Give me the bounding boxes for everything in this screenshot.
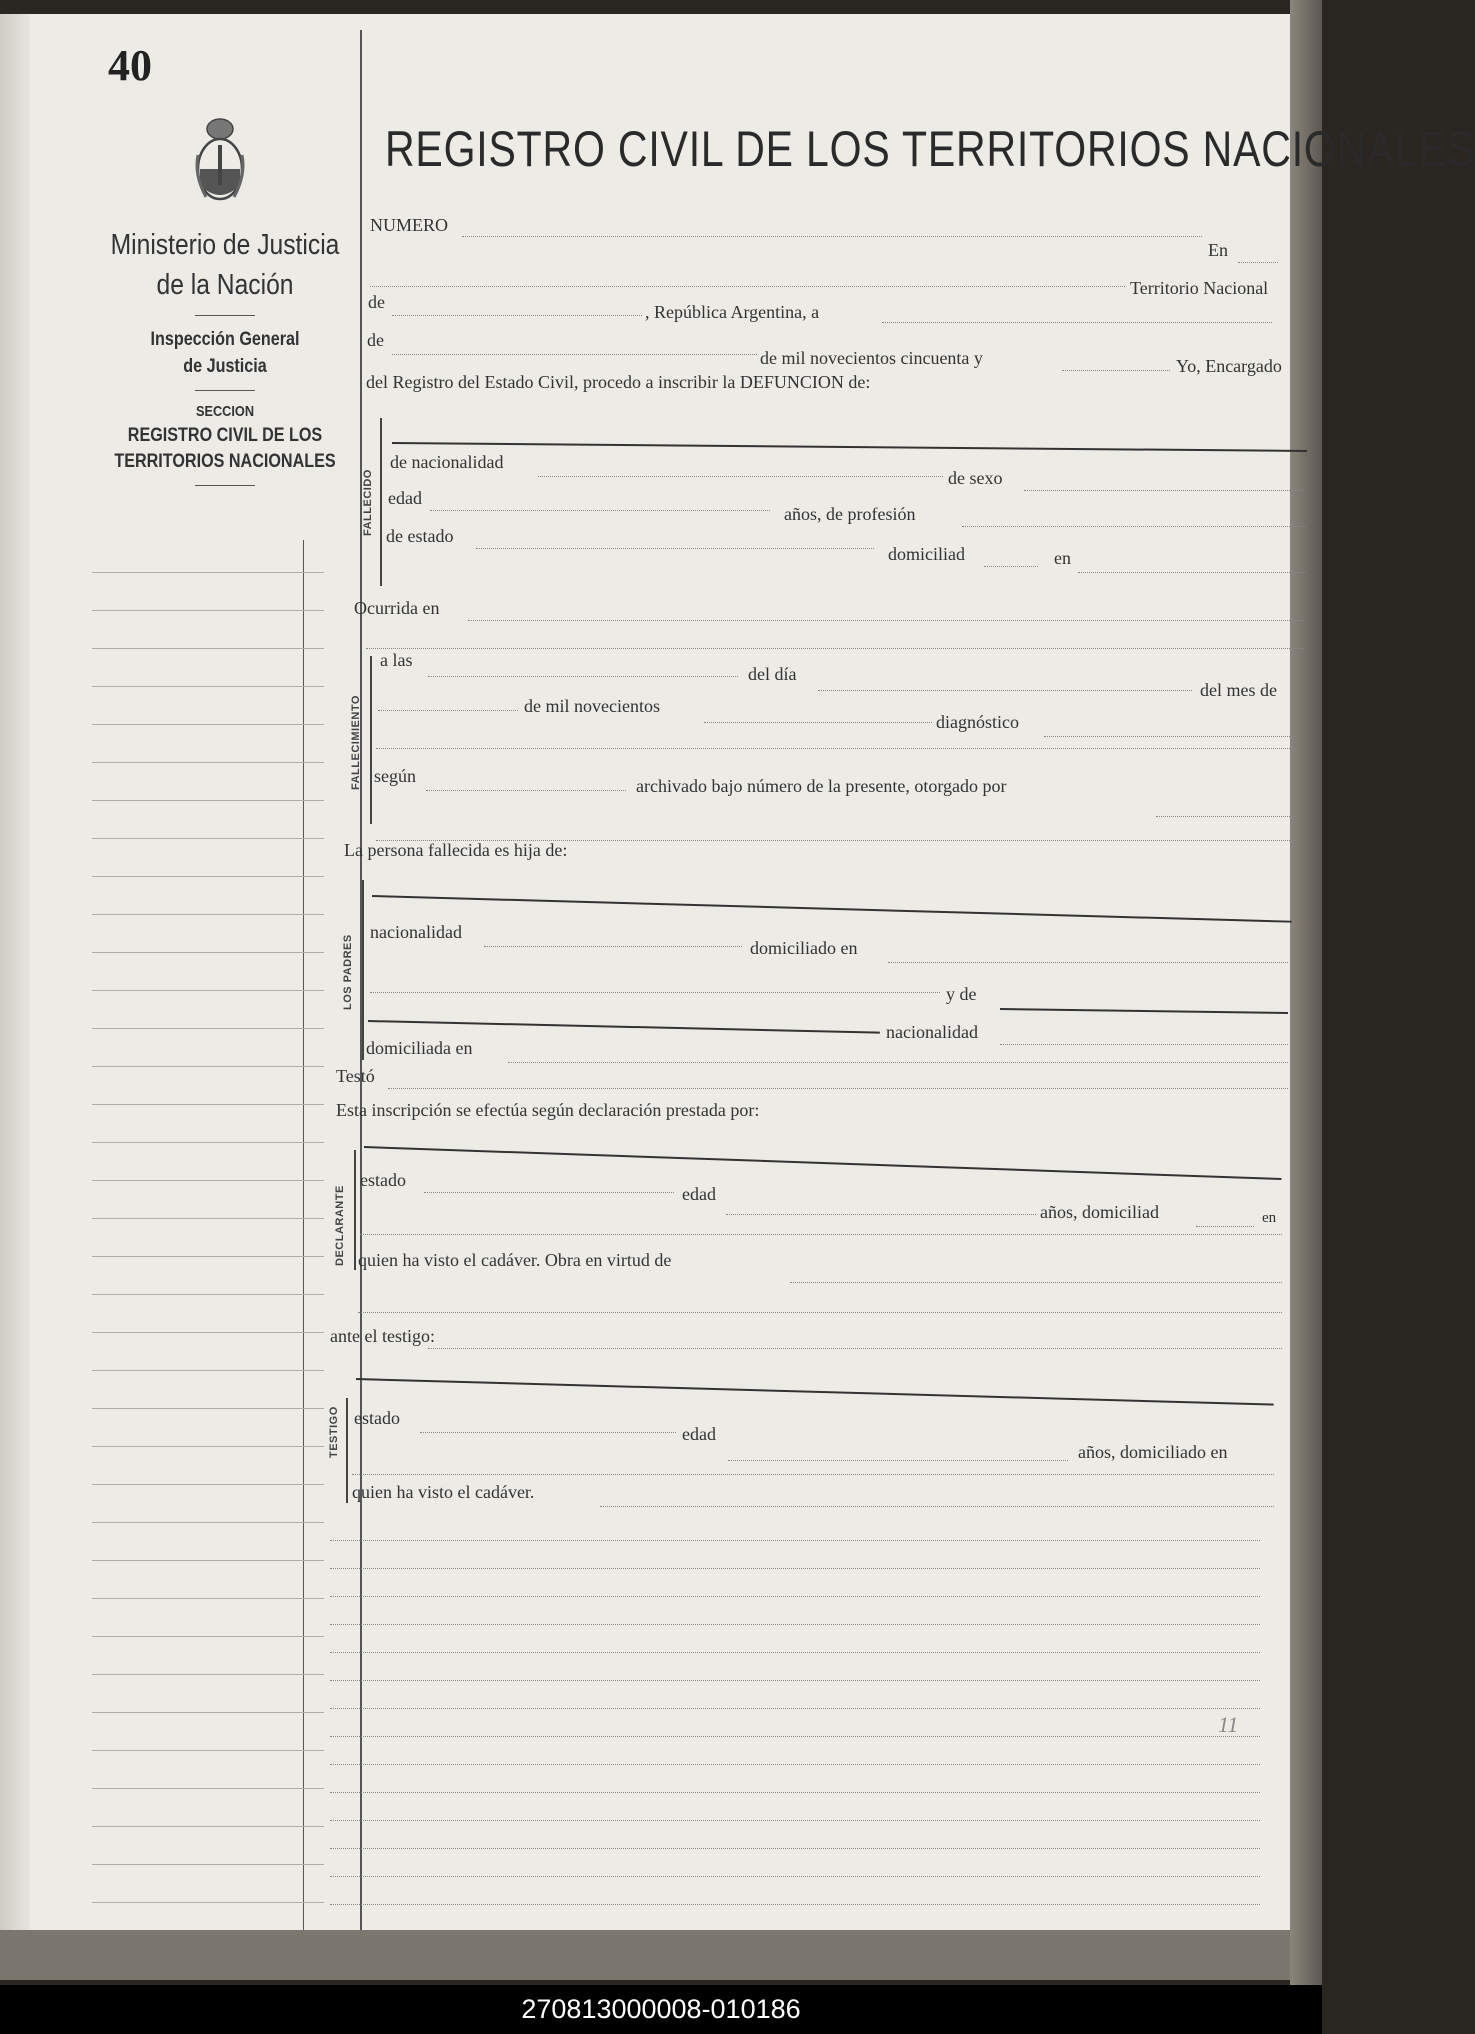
ruled-line <box>92 1370 324 1371</box>
section-label: SECCION <box>195 403 255 420</box>
label-a-las: a las <box>380 650 413 670</box>
ruled-line <box>92 1864 324 1865</box>
ruled-line <box>330 1652 1260 1653</box>
label-del-dia: del día <box>748 664 797 684</box>
ministry-line-2: de la Nación <box>156 269 294 301</box>
book-edge <box>1290 0 1322 1985</box>
ruled-line <box>92 1902 324 1903</box>
ruled-line <box>330 1764 1260 1765</box>
label-anos-profesion: años, de profesión <box>784 504 916 524</box>
label-en: En <box>1208 240 1228 260</box>
ruled-line <box>330 1876 1260 1877</box>
ruled-line <box>92 1066 324 1067</box>
ruled-line <box>92 1256 324 1257</box>
label-padres: LOS PADRES <box>342 934 354 1010</box>
pencil-mark: 11 <box>1218 1712 1239 1737</box>
label-de-sexo: de sexo <box>948 468 1003 488</box>
label-fallecido: FALLECIDO <box>362 469 374 536</box>
ruled-line <box>330 1904 1260 1905</box>
ruled-line <box>92 1712 324 1713</box>
ruled-line <box>92 610 324 611</box>
label-testigo: TESTIGO <box>328 1406 340 1458</box>
ruled-line <box>330 1540 1260 1541</box>
section-line-1: REGISTRO CIVIL DE LOS <box>127 425 323 446</box>
ruled-line <box>92 1294 324 1295</box>
label-fallecimiento: FALLECIMIENTO <box>350 695 362 790</box>
ruled-line <box>92 648 324 649</box>
ruled-line <box>330 1792 1260 1793</box>
ruled-line <box>92 1180 324 1181</box>
ruled-line <box>330 1624 1260 1625</box>
label-de-mil-novecientos: de mil novecientos <box>524 696 660 716</box>
ruled-line <box>92 838 324 839</box>
label-edad-3: edad <box>682 1424 716 1444</box>
ruled-line <box>92 1104 324 1105</box>
ruled-line <box>92 1484 324 1485</box>
label-y-de: y de <box>946 984 977 1004</box>
label-estado-1: estado <box>360 1170 406 1190</box>
ruled-line <box>330 1820 1260 1821</box>
ruled-line <box>92 1218 324 1219</box>
ruled-line <box>92 1674 324 1675</box>
ruled-line <box>92 914 324 915</box>
label-territorio: Territorio Nacional <box>1130 278 1269 298</box>
ruled-line <box>92 1788 324 1789</box>
label-de-1: de <box>368 292 385 312</box>
label-inscripcion: Esta inscripción se efectúa según declaración prestada por: <box>336 1100 760 1120</box>
ruled-line <box>330 1680 1260 1681</box>
label-anos-domiciliad: años, domiciliad <box>1040 1202 1159 1222</box>
ruled-line <box>92 952 324 953</box>
label-declarante: DECLARANTE <box>334 1185 346 1266</box>
ruled-line <box>92 1560 324 1561</box>
label-de-estado: de estado <box>386 526 454 546</box>
label-domiciliada-en: domiciliada en <box>366 1038 473 1058</box>
label-nacionalidad-1: nacionalidad <box>370 922 462 942</box>
label-registro-inscribir: del Registro del Estado Civil, procedo a inscribir la DEFUNCION de: <box>366 372 871 392</box>
label-de-nacionalidad: de nacionalidad <box>390 452 504 472</box>
ruled-line <box>92 1028 324 1029</box>
ruled-line <box>92 762 324 763</box>
ruled-line <box>92 686 324 687</box>
ruled-line <box>92 1332 324 1333</box>
ruled-line <box>330 1736 1260 1737</box>
label-diagnostico: diagnóstico <box>936 712 1019 732</box>
ruled-line <box>92 1408 324 1409</box>
margin-line-inner <box>303 540 304 1930</box>
ruled-line <box>92 1446 324 1447</box>
label-en-2: en <box>1262 1210 1277 1226</box>
label-segun: según <box>374 766 416 786</box>
ruled-line <box>92 1826 324 1827</box>
label-domiciliado-en: domiciliado en <box>750 938 858 958</box>
label-quien-cadaver: quien ha visto el cadáver. <box>352 1482 535 1502</box>
ruled-line <box>92 1598 324 1599</box>
document-id: 270813000008-010186 <box>0 1985 1322 2034</box>
ruled-line <box>92 876 324 877</box>
ruled-line <box>92 572 324 573</box>
ruled-line <box>330 1568 1260 1569</box>
book-cover-bottom <box>0 1930 1290 1980</box>
ruled-line <box>92 724 324 725</box>
ruled-line <box>92 1522 324 1523</box>
label-ocurrida-en: Ocurrida en <box>354 598 440 618</box>
label-ante-testigo: ante el testigo: <box>330 1326 435 1346</box>
label-testo: Testó <box>336 1066 375 1086</box>
label-edad-2: edad <box>682 1184 716 1204</box>
inspection-line-1: Inspección General <box>150 329 300 350</box>
form-title: REGISTRO CIVIL DE LOS TERRITORIOS NACIONALES <box>385 121 1475 177</box>
label-domiciliad-1: domiciliad <box>888 544 965 564</box>
ruled-line <box>92 1636 324 1637</box>
page-number: 40 <box>108 41 152 90</box>
ministry-header <box>90 225 360 496</box>
label-hija-de: La persona fallecida es hija de: <box>344 840 568 860</box>
ruled-line <box>92 990 324 991</box>
section-line-2: TERRITORIOS NACIONALES <box>114 451 336 472</box>
label-quien-obra: quien ha visto el cadáver. Obra en virtud de <box>358 1250 672 1270</box>
label-estado-2: estado <box>354 1408 400 1428</box>
ruled-line <box>92 1142 324 1143</box>
inspection-line-2: de Justicia <box>183 356 267 377</box>
label-edad-1: edad <box>388 488 422 508</box>
label-anos-domiciliado-en: años, domiciliado en <box>1078 1442 1228 1462</box>
label-republica: , República Argentina, a <box>645 302 820 322</box>
coat-of-arms-icon <box>192 115 248 211</box>
ruled-line <box>92 800 324 801</box>
ruled-line <box>92 1750 324 1751</box>
ruled-line <box>330 1848 1260 1849</box>
label-de-2: de <box>367 330 384 350</box>
ruled-line <box>330 1596 1260 1597</box>
label-archivado: archivado bajo número de la presente, otorgado por <box>636 776 1007 796</box>
ministry-line-1: Ministerio de Justicia <box>110 229 340 261</box>
label-en-1: en <box>1054 548 1071 568</box>
label-numero: NUMERO <box>370 215 449 235</box>
label-del-mes-de: del mes de <box>1200 680 1277 700</box>
ruled-line <box>330 1708 1260 1709</box>
label-yo-encargado: Yo, Encargado <box>1176 356 1282 376</box>
label-mil-cincuenta: de mil novecientos cincuenta y <box>760 348 983 368</box>
label-nacionalidad-2: nacionalidad <box>886 1022 978 1042</box>
page-binding <box>0 14 30 1974</box>
